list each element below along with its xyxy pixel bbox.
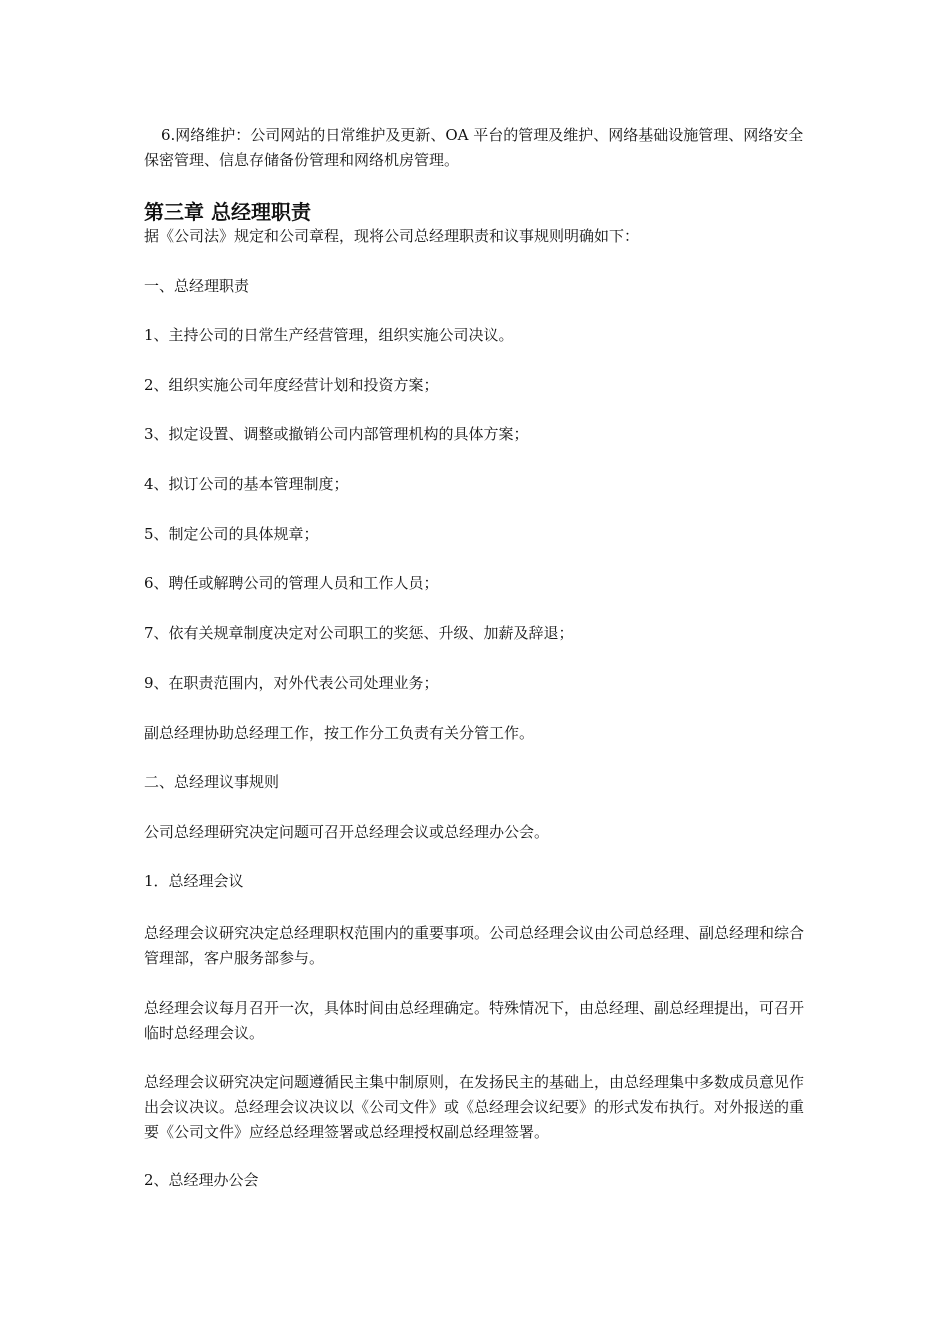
subsection-title-meeting: 1．总经理会议 — [144, 872, 244, 890]
duty-item: 9、在职责范围内，对外代表公司处理业务； — [144, 674, 439, 692]
duty-item: 1、主持公司的日常生产经营管理，组织实施公司决议。 — [144, 326, 514, 344]
section-title-duties: 一、总经理职责 — [144, 277, 250, 295]
deputy-note: 副总经理协助总经理工作，按工作分工负责有关分管工作。 — [144, 724, 535, 742]
chapter-intro: 据《公司法》规定和公司章程，现将公司总经理职责和议事规则明确如下： — [144, 227, 640, 245]
section-title-rules: 二、总经理议事规则 — [144, 773, 280, 791]
meeting-paragraph: 总经理会议研究决定总经理职权范围内的重要事项。公司总经理会议由公司总经理、副总经理和综合管理部，客户服务部参与。 — [144, 924, 805, 967]
duty-item: 4、拟订公司的基本管理制度； — [144, 475, 349, 493]
network-maintenance-item: 6.网络维护：公司网站的日常维护及更新、OA 平台的管理及维护、网络基础设施管理、网络安全保密管理、信息存储备份管理和网络机房管理。 — [144, 126, 804, 169]
duty-item: 2、组织实施公司年度经营计划和投资方案； — [144, 376, 439, 394]
duty-item: 7、依有关规章制度决定对公司职工的奖惩、升级、加薪及辞退； — [144, 624, 574, 642]
duty-item: 5、制定公司的具体规章； — [144, 525, 319, 543]
duty-item: 6、聘任或解聘公司的管理人员和工作人员； — [144, 574, 439, 592]
chapter-title: 第三章 总经理职责 — [144, 200, 311, 224]
duty-item: 3、拟定设置、调整或撤销公司内部管理机构的具体方案； — [144, 425, 529, 443]
subsection-title-office-meeting: 2、总经理办公会 — [144, 1171, 259, 1189]
section-rules-intro: 公司总经理研究决定问题可召开总经理会议或总经理办公会。 — [144, 823, 550, 841]
meeting-paragraph: 总经理会议每月召开一次，具体时间由总经理确定。特殊情况下，由总经理、副总经理提出，可召开临时总经理会议。 — [144, 999, 805, 1042]
meeting-paragraph: 总经理会议研究决定问题遵循民主集中制原则，在发扬民主的基础上，由总经理集中多数成员意见作出会议决议。总经理会议决议以《公司文件》或《总经理会议纪要》的形式发布执行。对外报送的重要《公司文件》应经总经理签署或总经理授权副总经理签署。 — [144, 1073, 805, 1141]
